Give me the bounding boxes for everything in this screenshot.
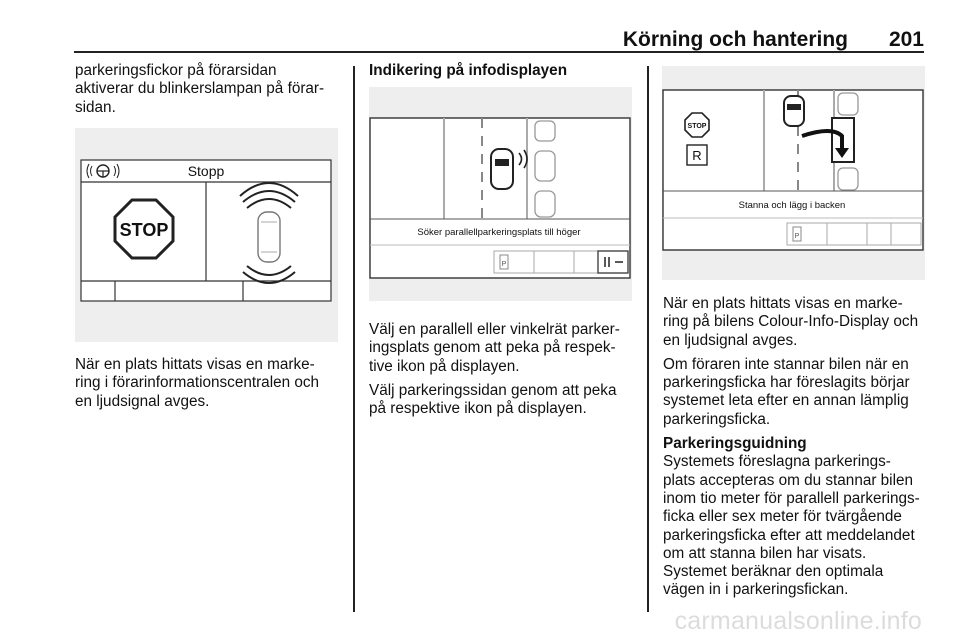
page-header — [74, 26, 924, 54]
col2-paragraph-2: Välj parkeringssidan genom att peka på respektive ikon på displayen. — [369, 381, 617, 418]
col1-paragraph-2: När en plats hittats visas en marke- ring i förarinformationscentralen och en ljudsignal avges. — [75, 356, 320, 410]
search-caption: Söker parallellparkeringsplats till höger — [417, 227, 581, 238]
column-1-lower — [75, 356, 345, 411]
page-title: Körning och hantering — [622, 28, 848, 51]
reverse-gear-icon — [687, 145, 707, 165]
column-2-lower — [369, 321, 645, 418]
column-1 — [75, 62, 345, 117]
stopp-label: Stopp — [187, 163, 225, 179]
col2-heading: Indikering på infodisplayen — [369, 62, 568, 79]
col2-paragraph-1: Välj en parallell eller vinkelrät parker- ingsplats genom att peka på respek- tive ikon på displayen. — [369, 321, 620, 375]
page-number: 201 — [888, 28, 924, 51]
col3-paragraph-2: Om föraren inte stannar bilen när en parkeringsficka har föreslagits börjar systemet leta efter en annan lämplig parkeringsficka. — [663, 355, 910, 428]
stop-sign-icon — [115, 200, 173, 258]
svg-text:P: P — [501, 261, 507, 268]
reverse-caption: Stanna och lägg i backen — [738, 200, 846, 211]
svg-text:P: P — [794, 233, 800, 240]
figure-driver-info-display — [75, 128, 338, 342]
svg-text:R: R — [692, 148, 702, 163]
col1-paragraph-1: parkeringsfickor på förarsidan aktiverar du blinkerslampan på förar- sidan. — [75, 62, 325, 116]
stop-sign-icon — [685, 113, 709, 137]
header-rule — [74, 51, 924, 53]
watermark: carmanualsonline.info — [674, 607, 922, 635]
figure-stop-reverse — [662, 66, 925, 280]
col3-paragraph-3: Systemets föreslagna parkerings- plats accepteras om du stannar bilen inom tio meter för parallell parkerings- ficka eller sex meter för tvärgående parkeringsficka efter att meddelandet om att stanna bilen har visats. Systemet beräknar den optimala vägen in i parkeringsfickan. — [663, 453, 920, 599]
stop-sign-text: STOP — [119, 220, 169, 240]
column-3 — [663, 295, 931, 600]
parked-cars — [535, 121, 555, 217]
parking-mode-icons — [787, 223, 921, 245]
col3-heading: Parkeringsguidning — [663, 435, 807, 453]
svg-text:STOP: STOP — [687, 123, 707, 130]
column-divider-2 — [647, 66, 649, 612]
column-2 — [369, 62, 639, 80]
col3-paragraph-1: När en plats hittats visas en marke- ring på bilens Colour-Info-Display och en ljudsignal avges. — [663, 295, 919, 349]
own-car-icon — [784, 96, 804, 126]
figure-search-parking — [369, 87, 632, 301]
column-divider-1 — [353, 66, 355, 612]
parking-mode-icons — [494, 251, 628, 273]
